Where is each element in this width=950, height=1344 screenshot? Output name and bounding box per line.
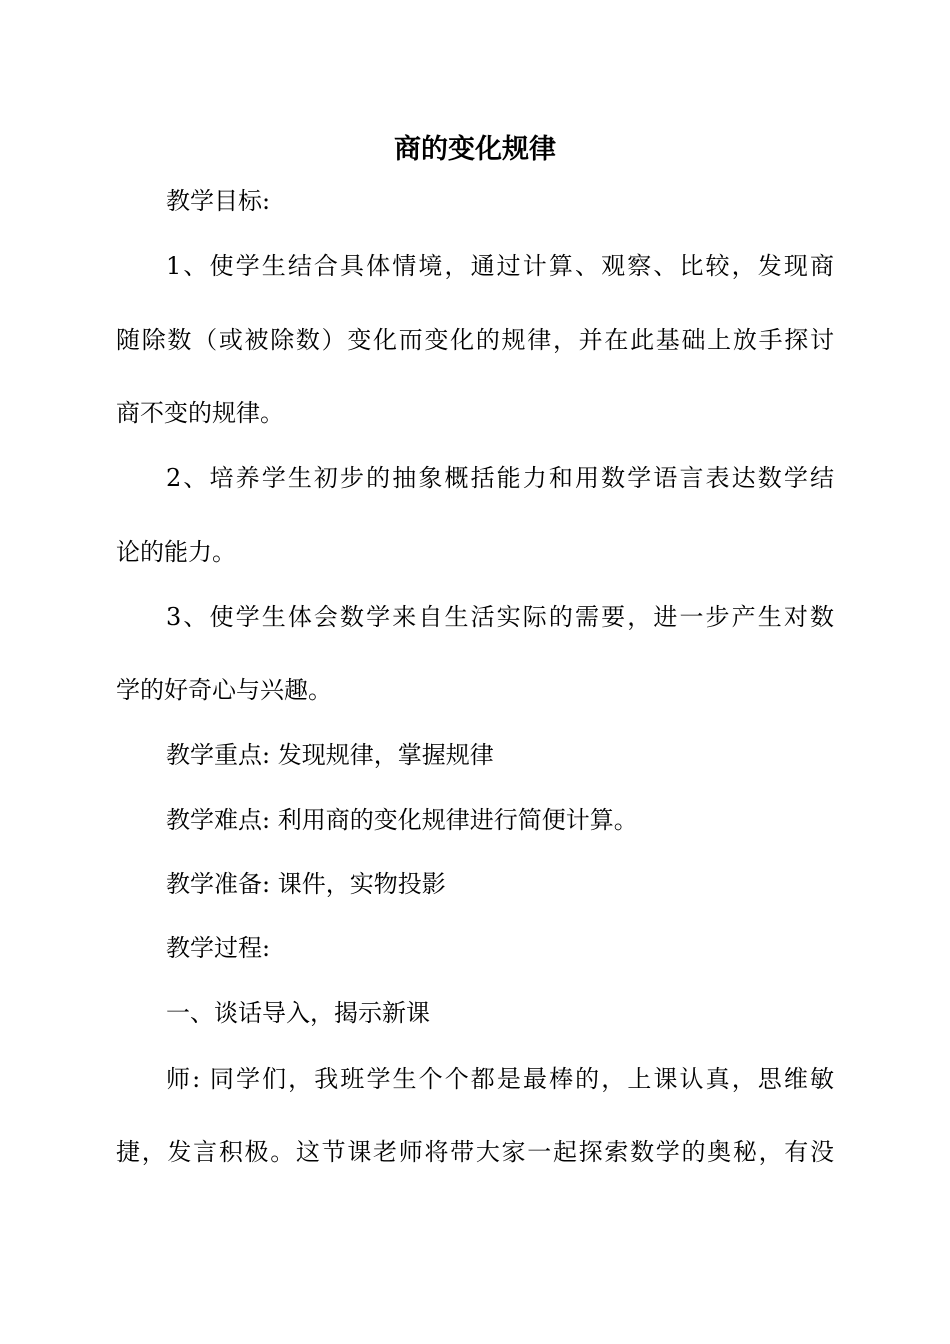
preparation-line: 教学准备: 课件，实物投影 (166, 870, 446, 898)
paragraph-line: 2、培养学生初步的抽象概括能力和用数学语言表达数学结 (166, 464, 834, 492)
section-heading-process: 教学过程: (166, 934, 271, 962)
document-title: 商的变化规律 (394, 134, 556, 165)
paragraph-line: 论的能力。 (116, 538, 236, 566)
paragraph-line: 捷，发言积极。这节课老师将带大家一起探索数学的奥秘，有没 (116, 1138, 834, 1166)
paragraph-line: 随除数（或被除数）变化而变化的规律，并在此基础上放手探讨 (116, 326, 834, 354)
paragraph-line: 师: 同学们，我班学生个个都是最棒的，上课认真，思维敏 (166, 1065, 834, 1093)
paragraph-line: 商不变的规律。 (116, 399, 284, 427)
paragraph-line: 学的好奇心与兴趣。 (116, 676, 332, 704)
paragraph-line: 1、使学生结合具体情境，通过计算、观察、比较，发现商 (166, 252, 834, 280)
section-heading-objectives: 教学目标: (166, 187, 271, 215)
key-points-line: 教学重点: 发现规律，掌握规律 (166, 741, 494, 769)
difficulty-line: 教学难点: 利用商的变化规律进行简便计算。 (166, 806, 638, 834)
paragraph-line: 3、使学生体会数学来自生活实际的需要，进一步产生对数 (166, 603, 834, 631)
subsection-heading: 一、谈话导入，揭示新课 (166, 999, 430, 1027)
